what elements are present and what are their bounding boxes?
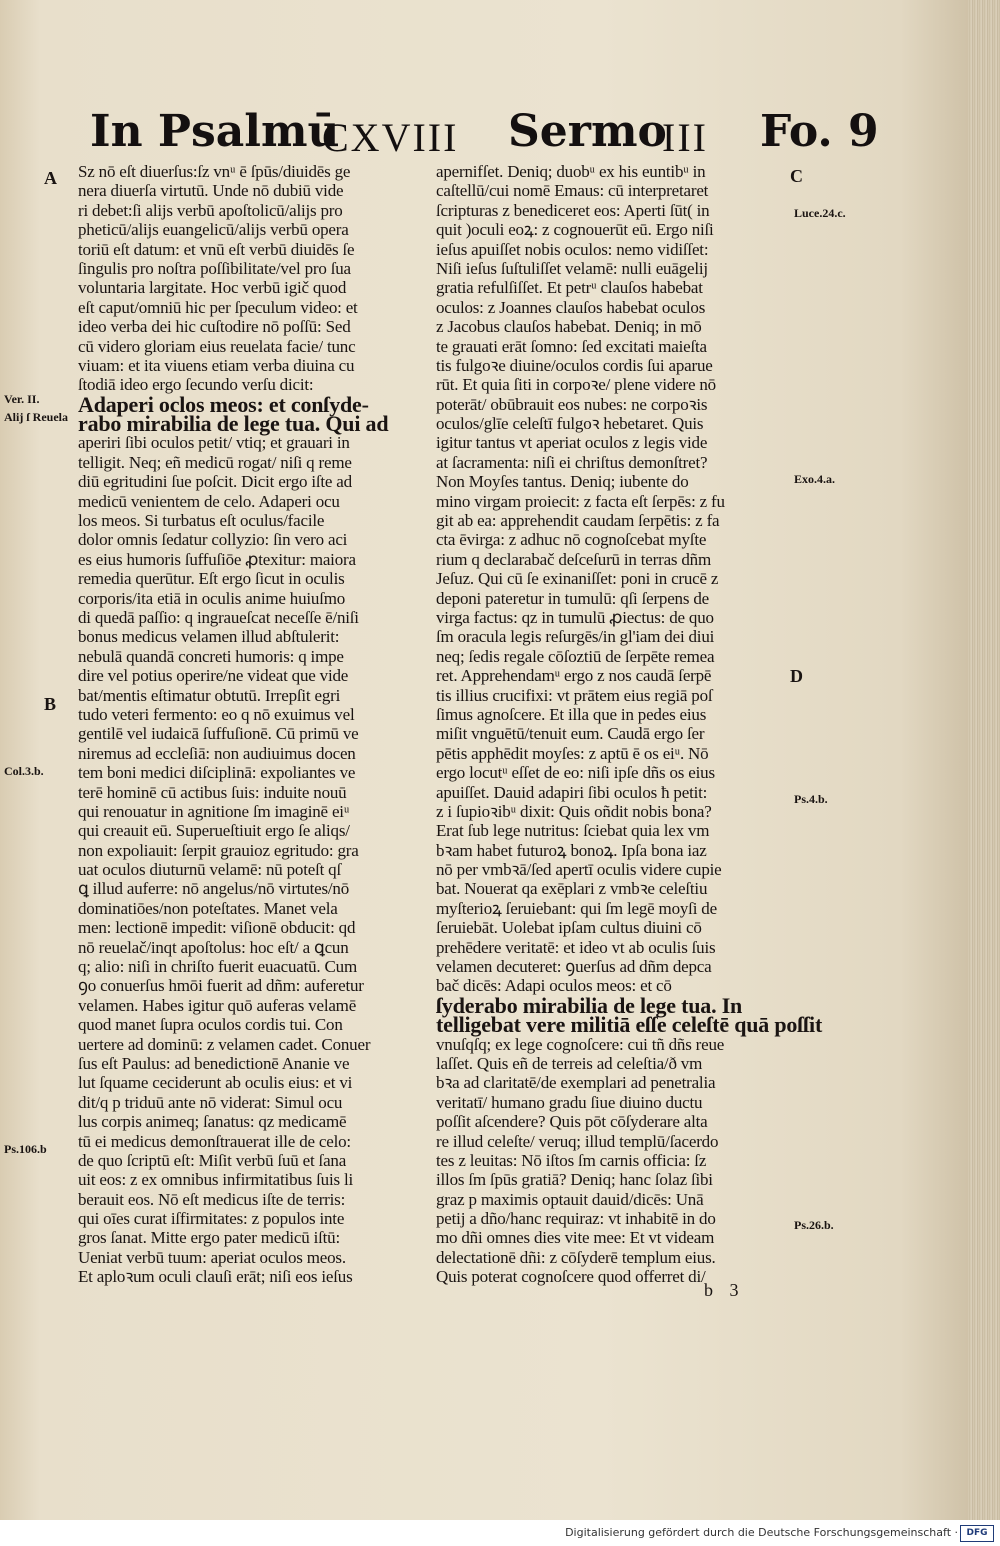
text-line: poterāt/ obūbrauit eos nubes: ne corpoꝛis (436, 394, 708, 414)
text-line: z i ſupioꝛibᵘ dixit: Quis oñdit nobis bona? (436, 801, 712, 821)
text-line: petij a dño/hanc requiraz: vt inhabitē in do (436, 1209, 716, 1229)
header-folio: Fo. 9 (760, 106, 879, 157)
text-line: qui renouatur in agnitione ſm imaginē eiᵘ (78, 801, 350, 821)
text-line: ſeruiebāt. Uolebat ipſam cultus diuini cō (436, 918, 702, 938)
text-line: apernifſet. Deniq; duobᵘ ex his euntibᵘ in (436, 162, 706, 181)
text-line: qui creauit eū. Superueſtiuit ergo ſe aliqs/ (78, 821, 350, 841)
text-line: veritatī/ humano gradu ſiue diuino ductu (436, 1092, 703, 1112)
text-line: virga factus: qz in tumulū ꝓiectus: de quo (436, 607, 714, 627)
text-line: tes z leuitas: Nō iſtos ſm carnis officia: ſz (436, 1150, 707, 1170)
text-line: de quo ſcriptū eſt: Miſit verbū ſuū et ſana (78, 1150, 347, 1170)
text-line: Erat ſub lege nutritus: ſciebat quia lex vm (436, 821, 710, 841)
text-line: tis illius crucifixi: vt prātem eius regiā poſ (436, 685, 713, 705)
margin-note: Ps.4.b. (794, 792, 828, 806)
text-line: tem boni medici diſciplinā: expoliantes ve (78, 763, 356, 783)
text-line: gratia refulſiſſet. Et petrᵘ clauſos habebat (436, 278, 703, 298)
text-line: es eius humoris ſuffuſiōe ꝓtexitur: maiora (78, 549, 356, 569)
text-line: deponi pateretur in tumulū: qſi ſerpens de (436, 588, 709, 608)
text-line: dire vel potius operire/ne videat que vide (78, 666, 349, 686)
text-line: Niſi ieſus ſuſtuliſſet velamē: nulli euāgelij (436, 258, 708, 278)
text-line: pheticū/alijs euangelicū/alijs verbū opera (78, 220, 349, 240)
text-line: laſſet. Quis eñ de terreis ad celeſtia/ð vm (436, 1053, 703, 1073)
text-line: uit eos: z ex omnibus infirmitatibus ſuis li (78, 1170, 353, 1190)
text-line: eſt caput/omniū hic per ſpeculum video: et (78, 297, 358, 317)
text-line: ſcripturas z benediceret eos: Aperti ſūt( in (436, 200, 710, 220)
text-line: pētis apphēdit moyſes: z aptū ē os eiᵘ. Nō (436, 743, 709, 763)
margin-note: A (44, 168, 57, 188)
text-line: nō reuelač/inqt apoſtolus: hoc eſt/ a ꝗcun (78, 937, 349, 957)
text-line: bꝛa ad claritatē/de exemplari ad penetralia (436, 1073, 716, 1093)
text-line: terē hominē cū actibus ſuis: induite nouū (78, 782, 347, 802)
text-line: men: lectionē impedit: viſionē obducit: qd (78, 918, 356, 938)
text-line: lut ſquame ceciderunt ab oculis eius: et vi (78, 1073, 353, 1093)
dfg-logo: DFG (960, 1525, 994, 1542)
text-line: Ueniat verbū tuum: aperiat oculos meos. (78, 1247, 346, 1267)
text-line: rūt. Et quia ſiti in corpoꝛe/ plene videre nō (436, 375, 716, 395)
text-line: bač dicēs: Adapi oculos meos: et cō (436, 976, 672, 996)
text-line: ideo verba dei hic cuſtodire nō poſſū: Sed (78, 317, 351, 337)
text-line: bonus medicus velamen illud abſtulerit: (78, 627, 340, 647)
text-line: ꝗ illud auferre: nō angelus/nō virtutes/nō (78, 879, 350, 899)
text-line: poſſit aſcendere? Quis pōt cōſyderare alta (436, 1112, 708, 1132)
signature-mark: b 3 (704, 1280, 745, 1300)
margin-note: Col.3.b. (4, 764, 44, 778)
text-line: tū ei medicus demonſtrauerat ille de celo: (78, 1131, 351, 1151)
text-line: z Jacobus clauſos habebat. Deniq; in mō (436, 317, 702, 337)
text-line: q; alio: niſi in chriſto fuerit euacuatū. Cum (78, 957, 357, 977)
text-line: myſterioꝝ ſeruiebant: qui ſm legē moyſi de (436, 898, 717, 918)
text-line: telligebat vere militiā eſſe celeſtē quā poſſit (436, 1012, 823, 1038)
text-line: illos ſm ſpūs gratiā? Deniq; hanc ſolaz ſibi (436, 1170, 713, 1190)
text-line: qui oīes curat iſfirmitates: z populos inte (78, 1209, 345, 1229)
footer-credit: Digitalisierung gefördert durch die Deutsche Forschungsgemeinschaft · (565, 1526, 958, 1539)
margin-note: Luce.24.c. (794, 206, 846, 220)
margin-note: Exo.4.a. (794, 472, 836, 486)
text-line: viuam: et ita viuens etiam verba diuina cu (78, 355, 355, 375)
text-line: medicū venientem de celo. Adaperi ocu (78, 491, 340, 511)
text-line: ſtodiā ideo ergo ſecundo verſu dicit: (78, 375, 314, 395)
text-line: ſingulis pro noſtra poſſibilitate/vel pro ſua (78, 258, 351, 278)
text-line: git ab ea: apprehendit caudam ſerpētis: z fa (436, 511, 720, 531)
text-line: rabo mirabilia de lege tua. Qui ad (78, 411, 389, 437)
running-header (90, 106, 879, 168)
text-line: nō per vmbꝛā/ſed apertī oculis videre cupie (436, 860, 722, 880)
header-psalm-number: CXVIII (322, 115, 459, 160)
text-line: corporis/ita etiā in oculis anime huiuſmo (78, 588, 346, 608)
text-line: aperiri ſibi oculos petit/ vtiq; et grauari in (78, 433, 350, 453)
text-line: niremus ad eccleſiā: non audiuimus docen (78, 743, 356, 763)
margin-note: Ver. II. (4, 392, 40, 406)
text-line: Non Moyſes tantus. Deniq; iubente do (436, 472, 689, 492)
text-line: miſit vnguētū/tenuit eum. Caudā ergo ſer (436, 724, 705, 744)
text-line: los meos. Si turbatus eſt oculus/facile (78, 511, 325, 531)
margin-note: D (790, 666, 803, 686)
text-line: mo dñi omnes dies vite mee: Et vt videam (436, 1228, 715, 1248)
text-line: ꝯo conuerſus hmōi fuerit ad dñm: auferetur (78, 976, 364, 996)
text-line: dit/q p triduū ante nō viderat: Simul ocu (78, 1092, 343, 1112)
text-line: rium q declarabač deſceſurū in terras dñm (436, 549, 712, 569)
text-line: caſtellū/cui nomē Emaus: cū interpretaret (436, 181, 709, 201)
header-sermo-number: III (662, 115, 708, 160)
text-line: cū videro gloriam eius reuelata facie/ tunc (78, 336, 356, 356)
text-line: delectationē dñi: z cōſyderē templum eius. (436, 1247, 716, 1267)
text-line: ſimus agnoſcere. Et illa que in pedes eius (436, 704, 707, 724)
text-line: tis fulgoꝛe diuine/oculos cordis ſui aparue (436, 355, 713, 375)
text-line: Et aploꝛum oculi clauſi erāt; niſi eos ieſus (78, 1267, 353, 1287)
text-line: bꝛam habet futuroꝝ bonoꝝ. Ipſa bona iaz (436, 840, 707, 860)
text-line: tudo veteri fermento: eo q nō exuimus vel (78, 704, 355, 724)
text-line: ieſus apuiſſet nobis oculos: nemo vidiſſet: (436, 239, 709, 259)
text-line: apuiſſet. Dauid adapiri ſibi oculos ħ petit: (436, 782, 708, 802)
text-line: voluntaria largitate. Hoc verbū igič quod (78, 278, 347, 298)
text-line: Sz nō eſt diuerſus:ſz vnᵘ ē ſpūs/diuidēs ge (78, 162, 351, 181)
margin-note: Ps.26.b. (794, 1218, 834, 1232)
text-column-left (78, 162, 430, 1287)
text-line: di quedā paſſio: q ingraueſcat neceſſe ē/niſi (78, 607, 359, 627)
text-line: ſm oracula legis reſurgēs/in gl'iam dei diui (436, 627, 715, 647)
text-line: berauit eos. Nō eſt medicus iſte de terris: (78, 1189, 346, 1209)
margin-note: C (790, 166, 803, 186)
text-line: velamen. Habes igitur quō auferas velamē (78, 995, 357, 1015)
text-line: ſus eſt Paulus: ad benedictionē Ananie ve (78, 1053, 350, 1073)
text-line: gentilē vel iudaicā ſuffuſionē. Cū primū ve (78, 724, 359, 744)
text-line: dolor omnis ſedatur collyzio: ſin vero aci (78, 530, 348, 550)
text-line: ri debet:ſi alijs verbū apoſtolicū/alijs pro (78, 200, 343, 220)
text-line: non expoliauit: ſerpit grauioz egritudo: gra (78, 840, 359, 860)
text-line: te grauati erāt ſomno: ſed excitati maieſta (436, 336, 707, 356)
text-line: velamen decuteret: ꝯuerſus ad dñm depca (436, 957, 712, 977)
text-line: bat/mentis eſtimatur obtutū. Irrepſit egri (78, 685, 341, 705)
page-edges (968, 0, 1000, 1520)
text-line: ſyderabo mirabilia de lege tua. In (436, 992, 743, 1018)
margin-note: B (44, 694, 57, 714)
text-line: oculos/glīe celeſtī fulgoꝛ hebetaret. Quis (436, 414, 704, 434)
text-line: diū egritudini ſue poſcit. Dicit ergo iſte ad (78, 472, 352, 492)
text-line: ergo locutᵘ eſſet de eo: niſi ipſe dñs os eius (436, 763, 715, 783)
text-line: re illud celeſte/ veruq; illud templū/ſacerdo (436, 1131, 719, 1151)
header-title: In Psalmū (90, 106, 340, 157)
text-line: uertere ad dominū: z velamen cadet. Conuer (78, 1034, 371, 1054)
text-line: at ſacramenta: niſi ei chriſtus demonſtret? (436, 452, 708, 472)
text-line: gros ſanat. Mitte ergo pater medicū iſtū: (78, 1228, 340, 1248)
text-line: uat oculos diuturnū velamē: nū poteſt qſ (78, 860, 342, 880)
margin-note: Ps.106.b (4, 1142, 47, 1156)
text-line: ret. Apprehendamᵘ ergo z nos caudā ſerpē (436, 666, 712, 686)
header-sermo: Sermo (508, 106, 667, 157)
text-line: dominatiōes/non poteſtates. Manet vela (78, 898, 338, 918)
margin-note: Alij ſ Reuela (4, 410, 68, 424)
text-line: remedia querūtur. Eſt ergo ſicut in oculis (78, 569, 345, 589)
text-line: quit )oculi eoꝝ: z cognouerūt eū. Ergo niſi (436, 220, 714, 240)
text-line: oculos: z Joannes clauſos habebat oculos (436, 297, 706, 317)
text-line: cta ēvirga: z adhuc nō cognoſcebat myſte (436, 530, 707, 550)
text-line: Quis poterat cognoſcere quod offerret di/ (436, 1267, 706, 1287)
text-line: Adaperi oclos meos: et conſyde- (78, 391, 369, 417)
text-line: vnuſqſq; ex lege cognoſcere: cui tñ dñs reue (436, 1034, 725, 1054)
text-line: igitur tantus vt aperiat oculos z legis vide (436, 433, 708, 453)
text-line: bat. Nouerat qa exēplari z vmbꝛe celeſtiu (436, 879, 708, 899)
text-line: Jeſuz. Qui cū ſe exinaniſſet: poni in crucē z (436, 569, 719, 589)
text-line: neq; ſedis regale cōſoztiū de ſerpēte remea (436, 646, 715, 666)
text-line: nera diuerſa virtutū. Unde nō dubiū vide (78, 181, 344, 201)
text-line: toriū eſt datum: et vnū eſt verbū diuidēs ſe (78, 239, 355, 259)
text-line: telligit. Neq; eñ medicū rogat/ niſi q reme (78, 452, 352, 472)
footer-bar (0, 1520, 1000, 1546)
text-line: mino virgam proiecit: z facta eſt ſerpēs: z fu (436, 491, 725, 511)
text-line: nebulā quandā concreti humoris: q impe (78, 646, 344, 666)
text-line: lus corpis animeq; ſanatus: qz medicamē (78, 1112, 347, 1132)
text-line: prehēdere veritatē: et ideo vt ab oculis ſuis (436, 937, 716, 957)
text-line: quod manet ſupra oculos cordis tui. Con (78, 1015, 343, 1035)
text-line: graz p maximis optauit dauid/dicēs: Unā (436, 1189, 704, 1209)
